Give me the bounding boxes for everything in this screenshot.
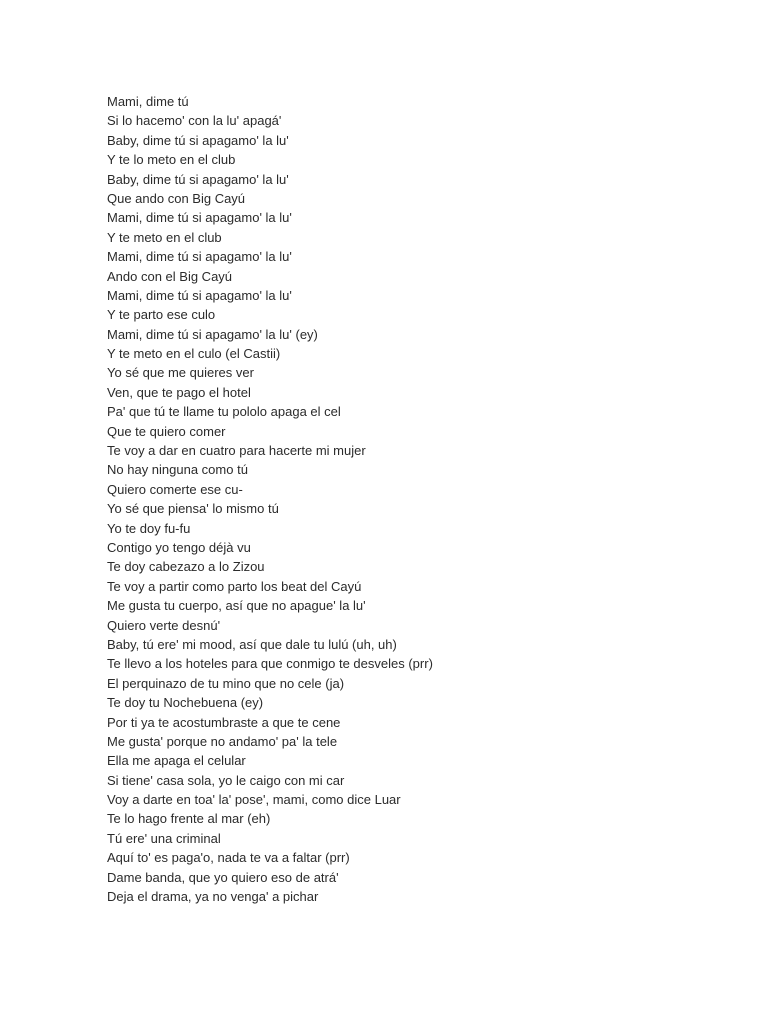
lyric-line: No hay ninguna como tú <box>107 462 248 478</box>
lyric-line: Baby, dime tú si apagamo' la lu' <box>107 132 289 148</box>
lyric-line: Deja el drama, ya no venga' a pichar <box>107 889 319 905</box>
lyric-line: El perquinazo de tu mino que no cele (ja) <box>107 675 345 691</box>
lyric-line: Quiero verte desnú' <box>107 617 221 633</box>
lyric-line: Y te meto en el culo (el Castii) <box>107 346 281 362</box>
lyric-line: Te voy a partir como parto los beat del Cayú <box>107 578 362 594</box>
lyric-line: Que ando con Big Cayú <box>107 190 246 206</box>
lyric-line: Y te lo meto en el club <box>107 152 236 168</box>
lyric-line: Baby, dime tú si apagamo' la lu' <box>107 171 289 187</box>
lyric-line: Te doy cabezazo a lo Zizou <box>107 559 265 575</box>
lyric-line: Baby, tú ere' mi mood, así que dale tu lulú (uh, uh) <box>107 636 397 652</box>
lyric-line: Y te meto en el club <box>107 229 222 245</box>
lyric-line: Yo sé que me quieres ver <box>107 365 254 381</box>
lyric-line: Que te quiero comer <box>107 423 226 439</box>
lyric-line: Si lo hacemo' con la lu' apagá' <box>107 113 282 129</box>
lyric-line: Me gusta' porque no andamo' pa' la tele <box>107 733 338 749</box>
lyrics-text-block <box>107 92 433 906</box>
lyric-line: Ando con el Big Cayú <box>107 268 233 284</box>
lyric-line: Mami, dime tú si apagamo' la lu' <box>107 249 292 265</box>
lyric-line: Dame banda, que yo quiero eso de atrá' <box>107 869 339 885</box>
lyric-line: Quiero comerte ese cu- <box>107 481 243 497</box>
lyric-line: Contigo yo tengo déjà vu <box>107 539 251 555</box>
lyric-line: Mami, dime tú si apagamo' la lu' <box>107 210 292 226</box>
lyric-line: Te voy a dar en cuatro para hacerte mi mujer <box>107 443 366 459</box>
lyric-line: Yo te doy fu-fu <box>107 520 191 536</box>
lyric-line: Te doy tu Nochebuena (ey) <box>107 695 264 711</box>
lyric-line: Mami, dime tú <box>107 94 189 109</box>
lyric-line: Pa' que tú te llame tu pololo apaga el cel <box>107 404 341 420</box>
lyric-line: Por ti ya te acostumbraste a que te cene <box>107 714 341 730</box>
lyric-line: Ella me apaga el celular <box>107 753 246 769</box>
lyric-line: Ven, que te pago el hotel <box>107 384 251 400</box>
lyric-line: Yo sé que piensa' lo mismo tú <box>107 501 279 517</box>
lyric-line: Tú ere' una criminal <box>107 830 221 846</box>
lyric-line: Voy a darte en toa' la' pose', mami, como dice Luar <box>107 792 401 808</box>
lyric-line: Mami, dime tú si apagamo' la lu' <box>107 287 292 303</box>
lyric-line: Te llevo a los hoteles para que conmigo te desveles (prr) <box>107 656 433 672</box>
lyric-line: Aquí to' es paga'o, nada te va a faltar (prr) <box>107 850 350 866</box>
lyric-line: Y te parto ese culo <box>107 307 216 323</box>
lyric-line: Mami, dime tú si apagamo' la lu' (ey) <box>107 326 318 342</box>
lyric-line: Si tiene' casa sola, yo le caigo con mi car <box>107 772 345 788</box>
lyric-line: Me gusta tu cuerpo, así que no apague' la lu' <box>107 598 366 614</box>
lyric-line: Te lo hago frente al mar (eh) <box>107 811 271 827</box>
